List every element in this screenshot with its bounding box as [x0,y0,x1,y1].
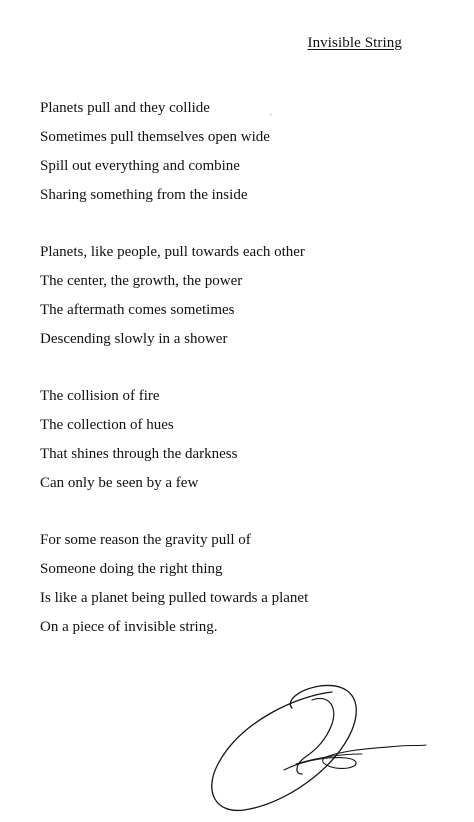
poem-line: The collection of hues [40,417,174,433]
poem-line: The center, the growth, the power [40,273,243,289]
poem-line: That shines through the darkness [40,446,238,462]
poem-line: The collision of fire [40,388,160,404]
handwritten-signature [200,678,430,818]
poem-line: Sometimes pull themselves open wide [40,129,270,145]
poem-line: For some reason the gravity pull of [40,532,251,548]
signature-loop-stroke [212,685,357,810]
poem-line: Spill out everything and combine [40,158,240,174]
poem-line: Planets, like people, pull towards each other [40,244,305,260]
poem-body [40,94,440,670]
poem-line: Sharing something from the inside [40,187,248,203]
poem-line: Can only be seen by a few [40,475,199,491]
stanza-1 [40,94,440,210]
poem-line: On a piece of invisible string. [40,619,218,635]
scan-speck [270,114,272,115]
poem-line: Someone doing the right thing [40,561,223,577]
poem-title: Invisible String [307,35,402,51]
stanza-4 [40,526,440,642]
poem-line: The aftermath comes sometimes [40,302,235,318]
poem-line: Planets pull and they collide [40,100,210,116]
stanza-2 [40,238,440,354]
poem-line: Is like a planet being pulled towards a planet [40,590,309,606]
poem-line: Descending slowly in a shower [40,331,228,347]
stanza-3 [40,382,440,498]
